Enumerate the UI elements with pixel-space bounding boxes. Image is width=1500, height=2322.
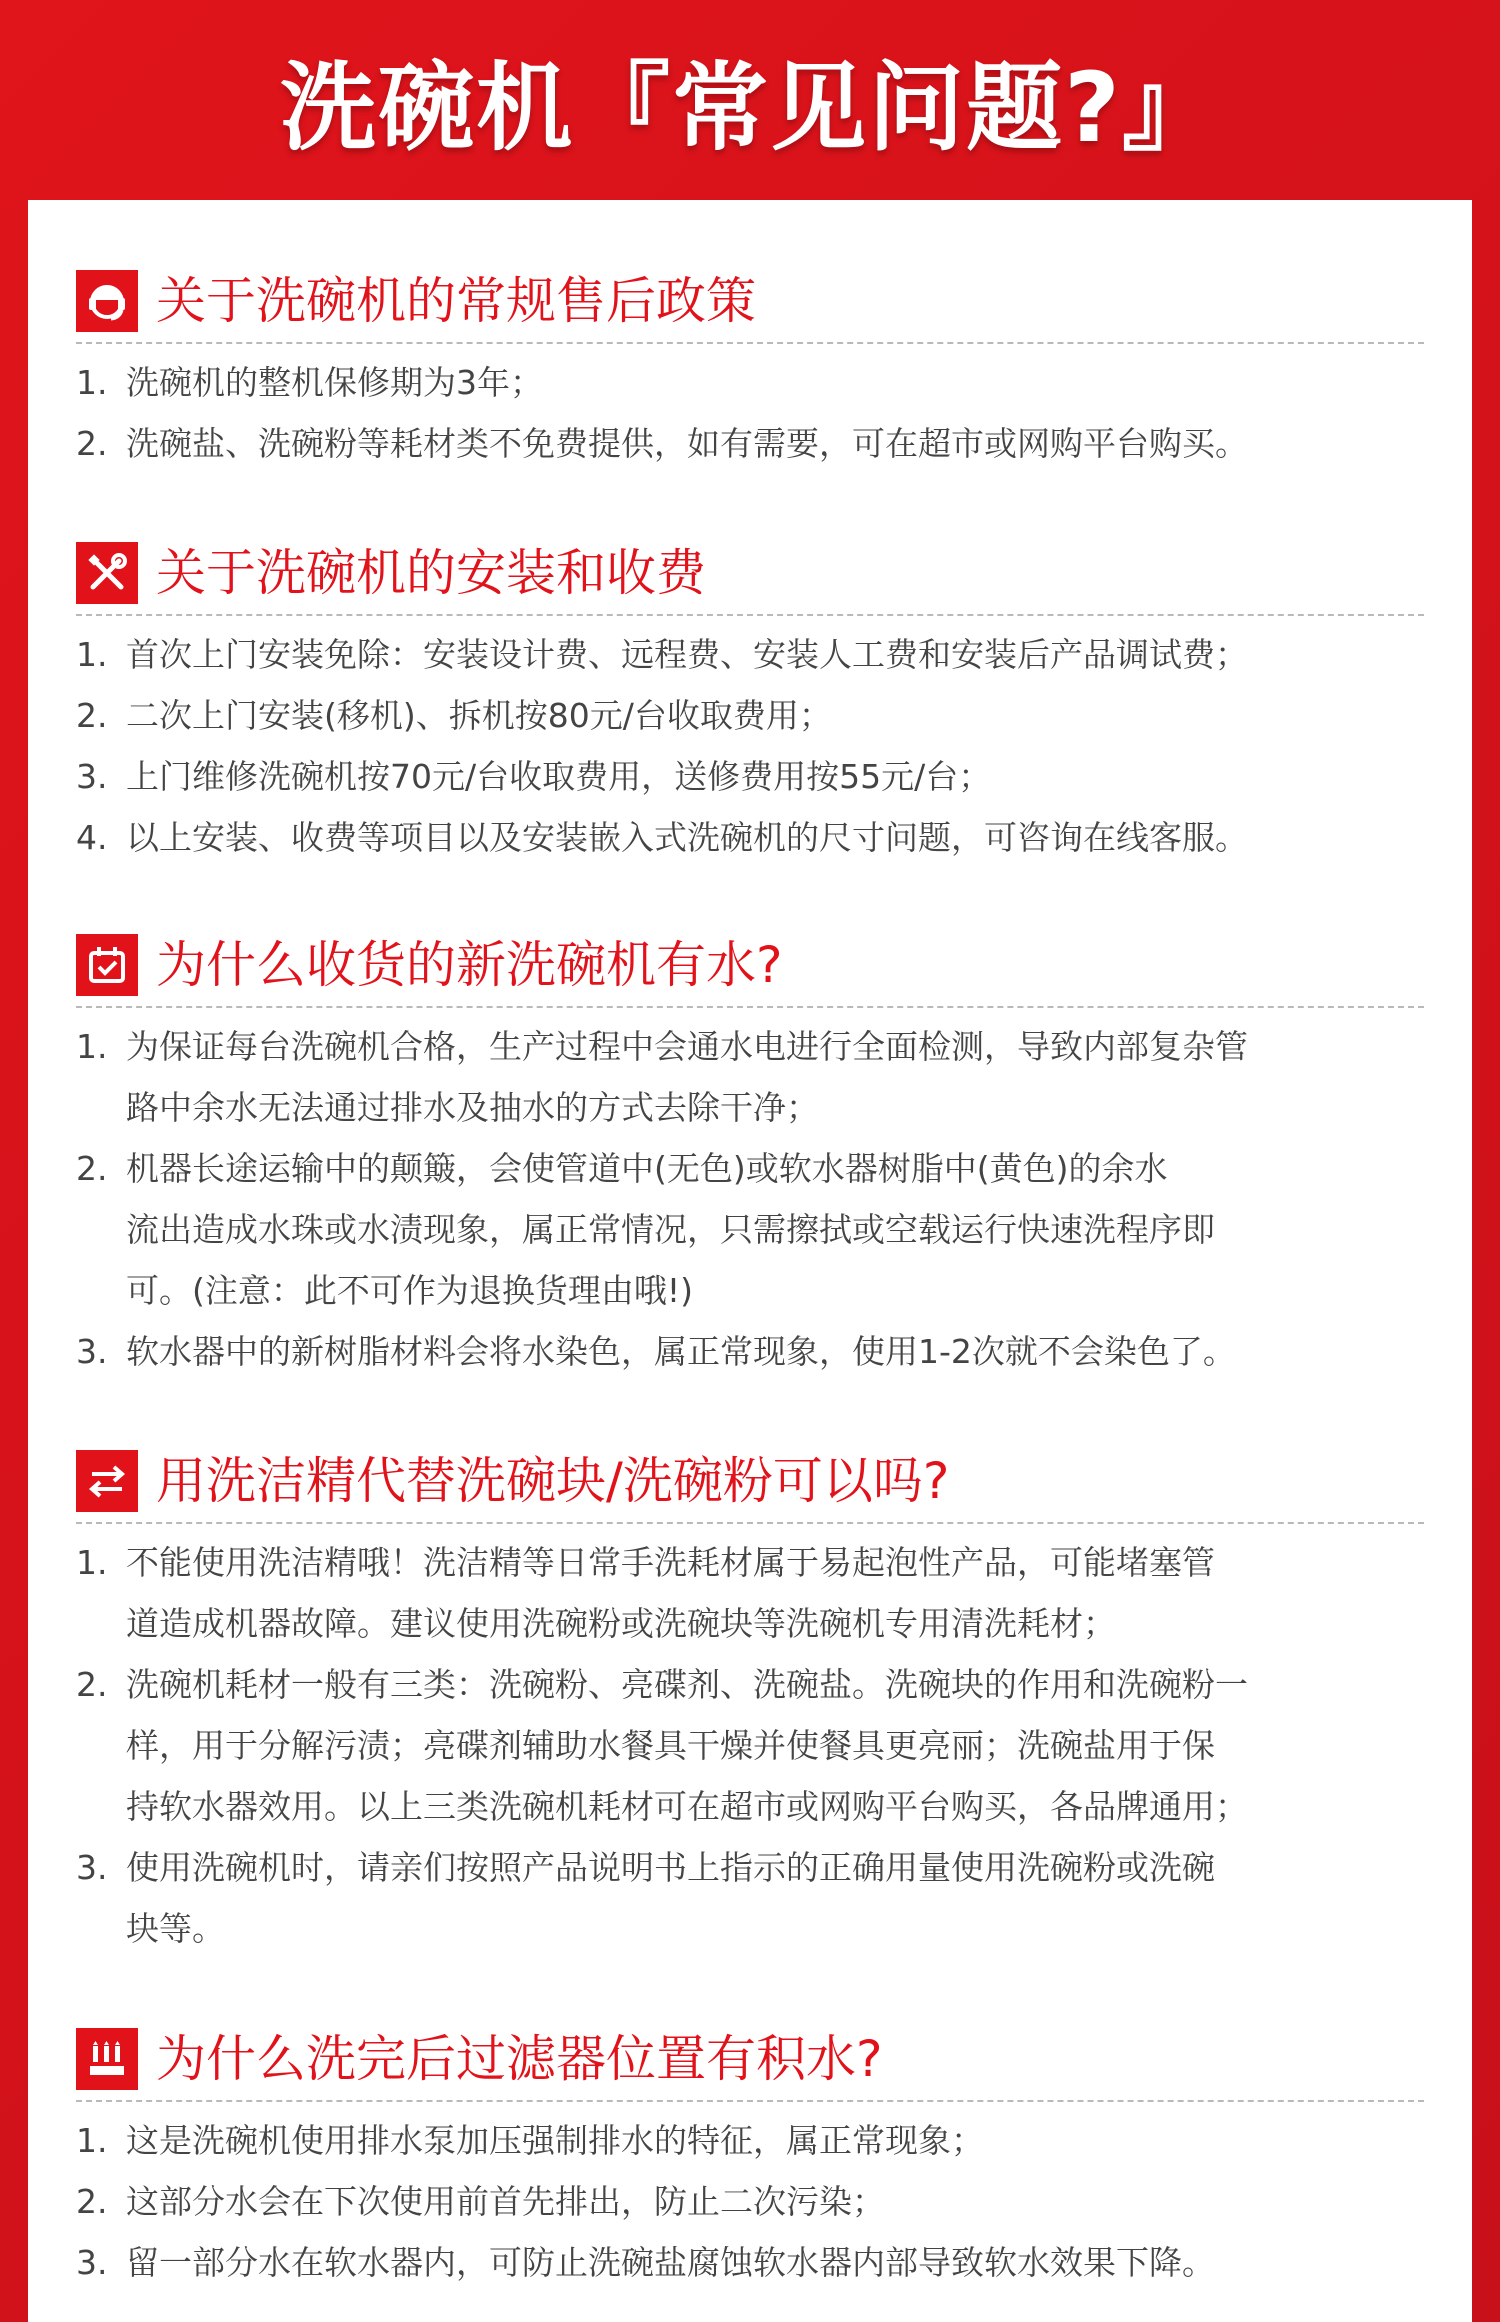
item-number: 2.	[76, 424, 108, 463]
item-list	[76, 1532, 1424, 1959]
section-header	[76, 252, 1424, 342]
list-item	[76, 807, 1424, 868]
item-number: 1.	[76, 2121, 108, 2160]
item-text: 洗碗盐、洗碗粉等耗材类不免费提供，如有需要，可在超市或网购平台购买。	[126, 424, 1248, 463]
item-number: 2.	[76, 1665, 108, 1704]
item-list	[76, 352, 1424, 474]
item-text: 二次上门安装(移机)、拆机按80元/台收取费用；	[126, 696, 832, 735]
item-text: 以上安装、收费等项目以及安装嵌入式洗碗机的尺寸问题，可咨询在线客服。	[126, 818, 1248, 857]
item-text: 上门维修洗碗机按70元/台收取费用，送修费用按55元/台；	[126, 757, 992, 796]
section-header	[76, 2010, 1424, 2100]
item-text: 持软水器效用。以上三类洗碗机耗材可在超市或网购平台购买，各品牌通用；	[126, 1787, 1248, 1826]
list-item	[76, 746, 1424, 807]
dashed-divider	[76, 342, 1424, 344]
list-item	[76, 2232, 1424, 2293]
package-check-icon	[76, 934, 138, 996]
faq-card	[28, 200, 1472, 2322]
list-item	[76, 1654, 1424, 1837]
item-text: 洗碗机耗材一般有三类：洗碗粉、亮碟剂、洗碗盐。洗碗块的作用和洗碗粉一	[126, 1665, 1248, 1704]
item-list	[76, 2110, 1424, 2293]
list-item	[76, 1837, 1424, 1959]
list-item	[76, 624, 1424, 685]
section-title: 关于洗碗机的常规售后政策	[156, 272, 756, 330]
page-header	[0, 0, 1500, 200]
list-item	[76, 1016, 1424, 1138]
water-filter-icon	[76, 2028, 138, 2090]
item-text: 留一部分水在软水器内，可防止洗碗盐腐蚀软水器内部导致软水效果下降。	[126, 2243, 1215, 2282]
faq-section-installation	[76, 524, 1424, 857]
item-text: 为保证每台洗碗机合格，生产过程中会通水电进行全面检测，导致内部复杂管	[126, 1027, 1248, 1066]
item-text: 可。(注意：此不可作为退换货理由哦!)	[126, 1271, 693, 1310]
item-text: 洗碗机的整机保修期为3年；	[126, 363, 543, 402]
item-text: 机器长途运输中的颠簸，会使管道中(无色)或软水器树脂中(黄色)的余水	[126, 1149, 1168, 1188]
item-text: 软水器中的新树脂材料会将水染色，属正常现象，使用1-2次就不会染色了。	[126, 1332, 1236, 1371]
item-text: 这部分水会在下次使用前首先排出，防止二次污染；	[126, 2182, 885, 2221]
item-text: 块等。	[126, 1909, 225, 1948]
list-item	[76, 1532, 1424, 1654]
section-title: 为什么洗完后过滤器位置有积水?	[156, 2030, 883, 2088]
item-number: 3.	[76, 1332, 108, 1371]
tools-icon	[76, 542, 138, 604]
list-item	[76, 1138, 1424, 1321]
item-text: 不能使用洗洁精哦！洗洁精等日常手洗耗材属于易起泡性产品，可能堵塞管	[126, 1543, 1215, 1582]
item-list	[76, 1016, 1424, 1382]
item-number: 1.	[76, 363, 108, 402]
list-item	[76, 413, 1424, 474]
faq-section-filter-water	[76, 2010, 1424, 2282]
swap-arrows-icon	[76, 1450, 138, 1512]
section-header	[76, 916, 1424, 1006]
item-number: 1.	[76, 635, 108, 674]
list-item	[76, 2110, 1424, 2171]
item-number: 2.	[76, 696, 108, 735]
headset-support-icon	[76, 270, 138, 332]
item-number: 2.	[76, 2182, 108, 2221]
faq-section-aftersales	[76, 252, 1424, 463]
item-number: 1.	[76, 1543, 108, 1582]
item-text: 道造成机器故障。建议使用洗碗粉或洗碗块等洗碗机专用清洗耗材；	[126, 1604, 1116, 1643]
item-text: 路中余水无法通过排水及抽水的方式去除干净；	[126, 1088, 819, 1127]
list-item	[76, 2171, 1424, 2232]
item-number: 1.	[76, 1027, 108, 1066]
faq-section-detergent	[76, 1432, 1424, 1948]
dashed-divider	[76, 2100, 1424, 2102]
item-number: 3.	[76, 2243, 108, 2282]
page-title: 洗碗机『常见问题?』	[280, 51, 1220, 164]
section-title: 用洗洁精代替洗碗块/洗碗粉可以吗?	[156, 1452, 950, 1510]
list-item	[76, 685, 1424, 746]
item-number: 2.	[76, 1149, 108, 1188]
section-header	[76, 1432, 1424, 1522]
section-title: 为什么收货的新洗碗机有水?	[156, 936, 783, 994]
list-item	[76, 352, 1424, 413]
dashed-divider	[76, 614, 1424, 616]
section-title: 关于洗碗机的安装和收费	[156, 544, 706, 602]
dashed-divider	[76, 1522, 1424, 1524]
item-text: 首次上门安装免除：安装设计费、远程费、安装人工费和安装后产品调试费；	[126, 635, 1248, 674]
section-header	[76, 524, 1424, 614]
item-text: 样，用于分解污渍；亮碟剂辅助水餐具干燥并使餐具更亮丽；洗碗盐用于保	[126, 1726, 1215, 1765]
item-text: 这是洗碗机使用排水泵加压强制排水的特征，属正常现象；	[126, 2121, 984, 2160]
list-item	[76, 1321, 1424, 1382]
faq-section-water-in-new	[76, 916, 1424, 1371]
item-number: 3.	[76, 1848, 108, 1887]
item-text: 使用洗碗机时，请亲们按照产品说明书上指示的正确用量使用洗碗粉或洗碗	[126, 1848, 1215, 1887]
dashed-divider	[76, 1006, 1424, 1008]
item-number: 4.	[76, 818, 108, 857]
item-list	[76, 624, 1424, 868]
item-text: 流出造成水珠或水渍现象，属正常情况，只需擦拭或空载运行快速洗程序即	[126, 1210, 1215, 1249]
item-number: 3.	[76, 757, 108, 796]
